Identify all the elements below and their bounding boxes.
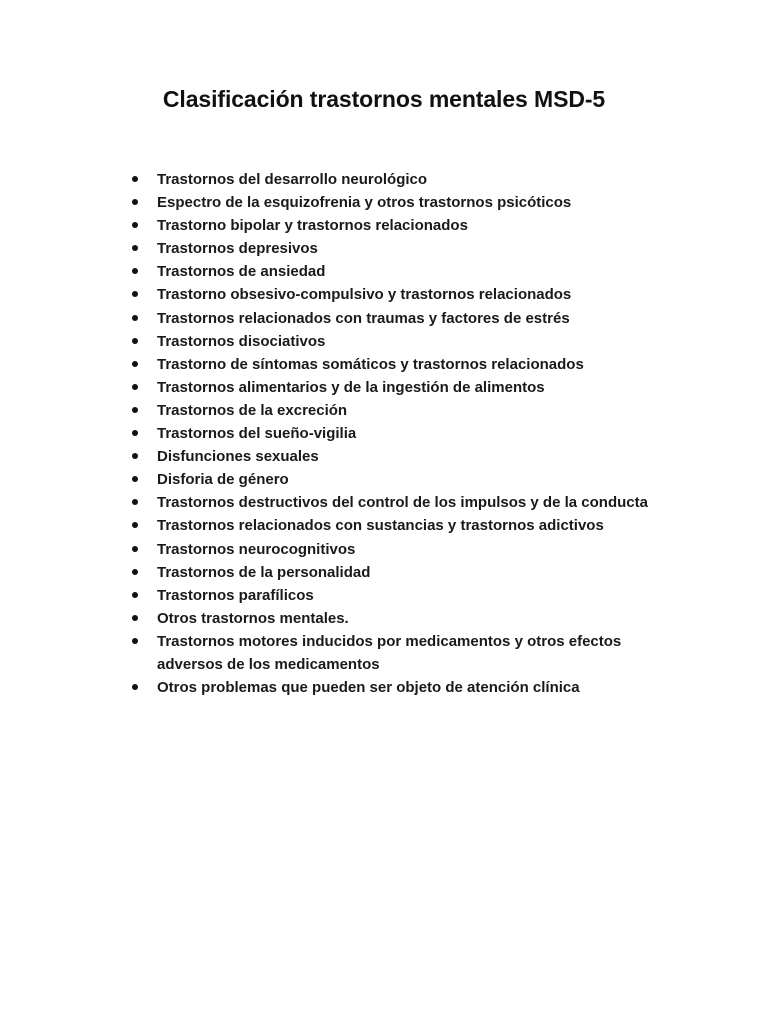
bullet-icon xyxy=(132,522,138,528)
list-item xyxy=(130,168,690,191)
disorder-list xyxy=(130,168,690,699)
bullet-icon xyxy=(132,499,138,505)
bullet-icon xyxy=(132,338,138,344)
list-item-text: Espectro de la esquizofrenia y otros trastornos psicóticos xyxy=(157,194,572,212)
list-item-text: Disforia de género xyxy=(157,471,289,489)
list-item xyxy=(130,584,690,607)
list-item xyxy=(130,676,690,699)
list-item-text: Trastornos neurocognitivos xyxy=(157,540,356,558)
bullet-icon xyxy=(132,245,138,251)
list-item-text: Trastornos motores inducidos por medicamentos y otros efectos adversos de los medicamentos xyxy=(157,632,622,673)
list-item xyxy=(130,445,690,468)
list-item-text: Trastornos parafílicos xyxy=(157,586,314,604)
list-item-text: Trastornos relacionados con traumas y factores de estrés xyxy=(157,309,570,327)
bullet-icon xyxy=(132,638,138,644)
list-item-text: Trastornos disociativos xyxy=(157,332,326,350)
bullet-icon xyxy=(132,361,138,367)
list-item-text: Trastorno bipolar y trastornos relacionados xyxy=(157,217,468,235)
bullet-icon xyxy=(132,315,138,321)
bullet-icon xyxy=(132,476,138,482)
list-item xyxy=(130,376,690,399)
list-item-text: Otros problemas que pueden ser objeto de atención clínica xyxy=(157,679,580,697)
bullet-icon xyxy=(132,407,138,413)
list-item xyxy=(130,514,690,537)
list-item-text: Trastornos de la excreción xyxy=(157,401,348,419)
bullet-icon xyxy=(132,684,138,690)
list-item-text: Trastornos de ansiedad xyxy=(157,263,326,281)
list-item xyxy=(130,307,690,330)
bullet-icon xyxy=(132,222,138,228)
list-item-text: Trastornos alimentarios y de la ingestión de alimentos xyxy=(157,378,545,396)
list-item xyxy=(130,353,690,376)
bullet-icon xyxy=(132,569,138,575)
bullet-icon xyxy=(132,430,138,436)
list-item xyxy=(130,399,690,422)
list-item xyxy=(130,607,690,630)
list-item xyxy=(130,630,690,676)
list-item-text: Trastorno obsesivo-compulsivo y trastornos relacionados xyxy=(157,286,572,304)
list-item xyxy=(130,491,690,514)
list-item xyxy=(130,538,690,561)
list-item xyxy=(130,468,690,491)
bullet-icon xyxy=(132,199,138,205)
list-item xyxy=(130,330,690,353)
list-item xyxy=(130,561,690,584)
bullet-icon xyxy=(132,546,138,552)
list-item-text: Disfunciones sexuales xyxy=(157,448,319,466)
list-item-text: Trastornos de la personalidad xyxy=(157,563,371,581)
bullet-icon xyxy=(132,384,138,390)
list-item-text: Trastorno de síntomas somáticos y trastornos relacionados xyxy=(157,355,584,373)
bullet-icon xyxy=(132,615,138,621)
list-item xyxy=(130,191,690,214)
bullet-icon xyxy=(132,453,138,459)
list-item-text: Trastornos depresivos xyxy=(157,240,318,258)
bullet-icon xyxy=(132,592,138,598)
list-item xyxy=(130,422,690,445)
list-item-text: Otros trastornos mentales. xyxy=(157,609,349,627)
list-item-text: Trastornos del sueño-vigilia xyxy=(157,425,357,443)
list-item-text: Trastornos destructivos del control de los impulsos y de la conducta xyxy=(157,494,648,512)
list-item xyxy=(130,283,690,306)
list-item xyxy=(130,260,690,283)
list-item xyxy=(130,237,690,260)
list-item-text: Trastornos del desarrollo neurológico xyxy=(157,171,428,188)
bullet-icon xyxy=(132,268,138,274)
bullet-icon xyxy=(132,291,138,297)
document-title: Clasificación trastornos mentales MSD-5 xyxy=(162,86,606,112)
bullet-icon xyxy=(132,176,138,182)
list-item-text: Trastornos relacionados con sustancias y trastornos adictivos xyxy=(157,517,604,535)
list-item xyxy=(130,214,690,237)
